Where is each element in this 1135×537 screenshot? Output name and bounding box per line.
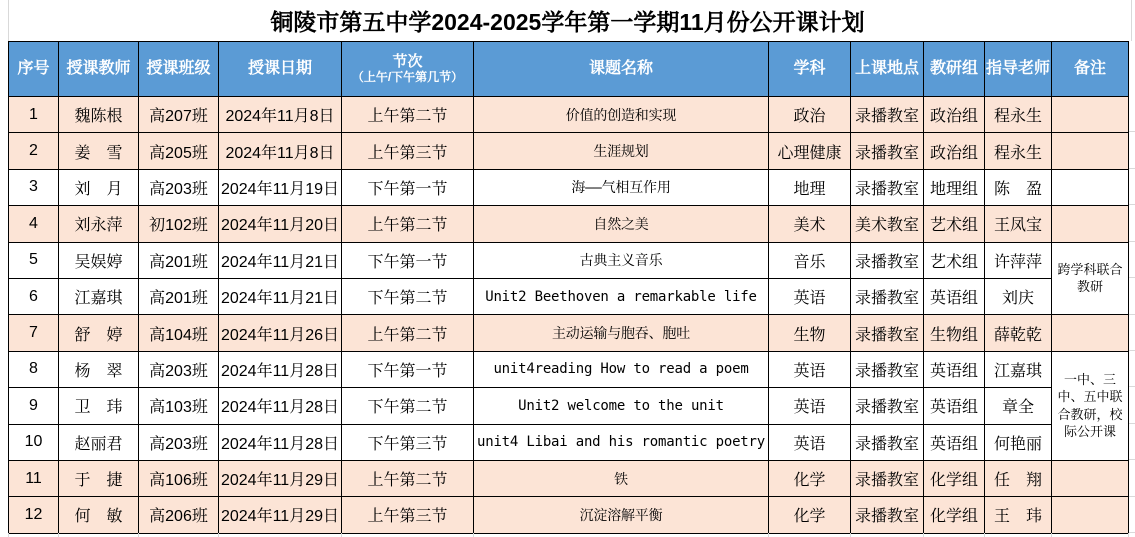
cell-topic: Unit2 Beethoven a remarkable life [474, 278, 769, 314]
table-row [9, 133, 1129, 169]
schedule-table [8, 41, 1129, 534]
cell-mentor: 王 玮 [985, 497, 1052, 533]
sheet-gridline [1051, 533, 1052, 537]
cell-location: 录播教室 [851, 97, 924, 133]
sheet-gridline [1129, 350, 1135, 351]
cell-no: 4 [9, 206, 59, 242]
cell-group: 英语组 [924, 424, 985, 460]
cell-no: 3 [9, 169, 59, 205]
cell-mentor: 王凤宝 [985, 206, 1052, 242]
cell-teacher: 吴娱婷 [59, 242, 139, 278]
cell-class: 高207班 [139, 97, 219, 133]
cell-date: 2024年11月28日 [219, 388, 342, 424]
cell-subject: 英语 [769, 278, 851, 314]
cell-date: 2024年11月29日 [219, 497, 342, 533]
cell-period: 下午第一节 [342, 242, 474, 278]
cell-class: 高104班 [139, 315, 219, 351]
page-title: 铜陵市第五中学2024-2025学年第一学期11月份公开课计划 [270, 9, 865, 35]
cell-class: 初102班 [139, 206, 219, 242]
cell-topic: unit4reading How to read a poem [474, 351, 769, 387]
cell-class: 高201班 [139, 278, 219, 314]
cell-date: 2024年11月28日 [219, 351, 342, 387]
cell-date: 2024年11月19日 [219, 169, 342, 205]
cell-period: 上午第二节 [342, 206, 474, 242]
cell-remark [1052, 97, 1129, 133]
cell-date: 2024年11月20日 [219, 206, 342, 242]
cell-location: 录播教室 [851, 278, 924, 314]
cell-mentor: 许萍萍 [985, 242, 1052, 278]
sheet-gridline [768, 533, 769, 537]
cell-date: 2024年11月21日 [219, 278, 342, 314]
cell-class: 高203班 [139, 424, 219, 460]
sheet-gridline [1129, 423, 1135, 424]
cell-no: 6 [9, 278, 59, 314]
cell-no: 11 [9, 460, 59, 496]
cell-no: 2 [9, 133, 59, 169]
column-header-mentor: 指导老师 [985, 42, 1052, 97]
cell-teacher: 魏陈根 [59, 97, 139, 133]
header-row [9, 42, 1129, 97]
cell-subject: 政治 [769, 97, 851, 133]
cell-location: 录播教室 [851, 315, 924, 351]
cell-mentor: 章全 [985, 388, 1052, 424]
sheet-gridline [1129, 386, 1135, 387]
cell-group: 政治组 [924, 97, 985, 133]
cell-mentor: 江嘉琪 [985, 351, 1052, 387]
cell-class: 高201班 [139, 242, 219, 278]
cell-remark [1052, 206, 1129, 242]
sheet-gridline [1128, 533, 1129, 537]
cell-period: 下午第三节 [342, 424, 474, 460]
cell-mentor: 薛乾乾 [985, 315, 1052, 351]
cell-mentor: 程永生 [985, 133, 1052, 169]
sheet-gridline [218, 533, 219, 537]
cell-location: 录播教室 [851, 388, 924, 424]
sheet-gridline [138, 533, 139, 537]
cell-remark [1052, 133, 1129, 169]
cell-location: 录播教室 [851, 169, 924, 205]
cell-group: 化学组 [924, 460, 985, 496]
cell-remark: 跨学科联合教研 [1052, 242, 1129, 315]
cell-remark [1052, 460, 1129, 496]
cell-remark: 一中、三中、五中联合教研，校际公开课 [1052, 351, 1129, 460]
cell-subject: 英语 [769, 351, 851, 387]
column-header-teacher: 授课教师 [59, 42, 139, 97]
column-header-class: 授课班级 [139, 42, 219, 97]
cell-subject: 美术 [769, 206, 851, 242]
cell-no: 12 [9, 497, 59, 533]
cell-teacher: 舒 婷 [59, 315, 139, 351]
sheet-gridline [8, 533, 9, 537]
cell-date: 2024年11月26日 [219, 315, 342, 351]
cell-location: 录播教室 [851, 497, 924, 533]
sheet-gridline [850, 533, 851, 537]
cell-location: 录播教室 [851, 133, 924, 169]
cell-location: 录播教室 [851, 460, 924, 496]
cell-class: 高103班 [139, 388, 219, 424]
cell-period: 上午第二节 [342, 315, 474, 351]
cell-mentor: 刘庆 [985, 278, 1052, 314]
column-header-subject: 学科 [769, 42, 851, 97]
cell-subject: 英语 [769, 424, 851, 460]
cell-topic: Unit2 welcome to the unit [474, 388, 769, 424]
sheet-gridline [58, 533, 59, 537]
cell-group: 英语组 [924, 351, 985, 387]
cell-teacher: 何 敏 [59, 497, 139, 533]
cell-subject: 化学 [769, 497, 851, 533]
cell-class: 高205班 [139, 133, 219, 169]
cell-period: 下午第一节 [342, 351, 474, 387]
table-body [9, 97, 1129, 534]
cell-topic: 自然之美 [474, 206, 769, 242]
sheet-gridline [1129, 131, 1135, 132]
cell-topic: 生涯规划 [474, 133, 769, 169]
table-row [9, 97, 1129, 133]
cell-class: 高206班 [139, 497, 219, 533]
cell-date: 2024年11月28日 [219, 424, 342, 460]
cell-teacher: 赵丽君 [59, 424, 139, 460]
sheet-gridline [1129, 459, 1135, 460]
cell-topic: 沉淀溶解平衡 [474, 497, 769, 533]
cell-period: 上午第二节 [342, 97, 474, 133]
cell-subject: 心理健康 [769, 133, 851, 169]
sheet-gridline [1129, 168, 1135, 169]
cell-class: 高203班 [139, 351, 219, 387]
cell-remark [1052, 315, 1129, 351]
cell-topic: 主动运输与胞吞、胞吐 [474, 315, 769, 351]
column-header-topic: 课题名称 [474, 42, 769, 97]
table-row [9, 278, 1129, 314]
cell-group: 艺术组 [924, 242, 985, 278]
cell-group: 英语组 [924, 278, 985, 314]
cell-mentor: 程永生 [985, 97, 1052, 133]
sheet-gridline [1129, 277, 1135, 278]
cell-mentor: 陈 盈 [985, 169, 1052, 205]
cell-teacher: 刘 月 [59, 169, 139, 205]
cell-topic: unit4 Libai and his romantic poetry [474, 424, 769, 460]
cell-subject: 地理 [769, 169, 851, 205]
cell-period: 上午第二节 [342, 460, 474, 496]
table-row [9, 424, 1129, 460]
column-header-remark: 备注 [1052, 42, 1129, 97]
cell-period: 上午第三节 [342, 133, 474, 169]
cell-no: 10 [9, 424, 59, 460]
cell-teacher: 于 捷 [59, 460, 139, 496]
cell-location: 录播教室 [851, 351, 924, 387]
cell-class: 高106班 [139, 460, 219, 496]
table-row [9, 242, 1129, 278]
cell-group: 化学组 [924, 497, 985, 533]
cell-subject: 化学 [769, 460, 851, 496]
cell-no: 7 [9, 315, 59, 351]
cell-teacher: 姜 雪 [59, 133, 139, 169]
sheet-gridline [1129, 314, 1135, 315]
table-row [9, 460, 1129, 496]
sheet-gridline [473, 533, 474, 537]
cell-topic: 价值的创造和实现 [474, 97, 769, 133]
cell-no: 1 [9, 97, 59, 133]
sheet-gridline [8, 0, 9, 41]
cell-group: 地理组 [924, 169, 985, 205]
table-row [9, 315, 1129, 351]
column-header-group: 教研组 [924, 42, 985, 97]
sheet-gridline [1129, 204, 1135, 205]
cell-date: 2024年11月8日 [219, 97, 342, 133]
sheet-gridline [923, 533, 924, 537]
cell-subject: 英语 [769, 388, 851, 424]
sheet-gridline [984, 533, 985, 537]
cell-location: 录播教室 [851, 424, 924, 460]
sheet-gridline [1129, 496, 1135, 497]
cell-subject: 音乐 [769, 242, 851, 278]
table-header [9, 42, 1129, 97]
cell-teacher: 杨 翠 [59, 351, 139, 387]
cell-topic: 海——气相互作用 [474, 169, 769, 205]
cell-period: 上午第三节 [342, 497, 474, 533]
cell-no: 9 [9, 388, 59, 424]
cell-group: 英语组 [924, 388, 985, 424]
cell-teacher: 刘永萍 [59, 206, 139, 242]
cell-mentor: 任 翔 [985, 460, 1052, 496]
cell-date: 2024年11月21日 [219, 242, 342, 278]
cell-date: 2024年11月8日 [219, 133, 342, 169]
table-row [9, 206, 1129, 242]
cell-remark [1052, 497, 1129, 533]
table-row [9, 351, 1129, 387]
cell-class: 高203班 [139, 169, 219, 205]
cell-no: 5 [9, 242, 59, 278]
cell-period: 下午第二节 [342, 388, 474, 424]
cell-group: 生物组 [924, 315, 985, 351]
sheet-gridline [1129, 241, 1135, 242]
cell-subject: 生物 [769, 315, 851, 351]
cell-group: 政治组 [924, 133, 985, 169]
table-row [9, 497, 1129, 533]
sheet-gridline [341, 533, 342, 537]
sheet-gridline [1129, 532, 1135, 533]
column-header-period: 节次 （上午/下午第几节） [342, 42, 474, 97]
cell-period: 下午第二节 [342, 278, 474, 314]
column-header-date: 授课日期 [219, 42, 342, 97]
cell-period: 下午第一节 [342, 169, 474, 205]
column-header-location: 上课地点 [851, 42, 924, 97]
cell-location: 美术教室 [851, 206, 924, 242]
column-header-no: 序号 [9, 42, 59, 97]
cell-remark [1052, 169, 1129, 205]
table-row [9, 388, 1129, 424]
sheet-gridline [1131, 0, 1132, 41]
cell-topic: 古典主义音乐 [474, 242, 769, 278]
cell-no: 8 [9, 351, 59, 387]
cell-location: 录播教室 [851, 242, 924, 278]
cell-date: 2024年11月29日 [219, 460, 342, 496]
cell-topic: 铁 [474, 460, 769, 496]
cell-teacher: 江嘉琪 [59, 278, 139, 314]
table-row [9, 169, 1129, 205]
cell-teacher: 卫 玮 [59, 388, 139, 424]
cell-group: 艺术组 [924, 206, 985, 242]
cell-mentor: 何艳丽 [985, 424, 1052, 460]
